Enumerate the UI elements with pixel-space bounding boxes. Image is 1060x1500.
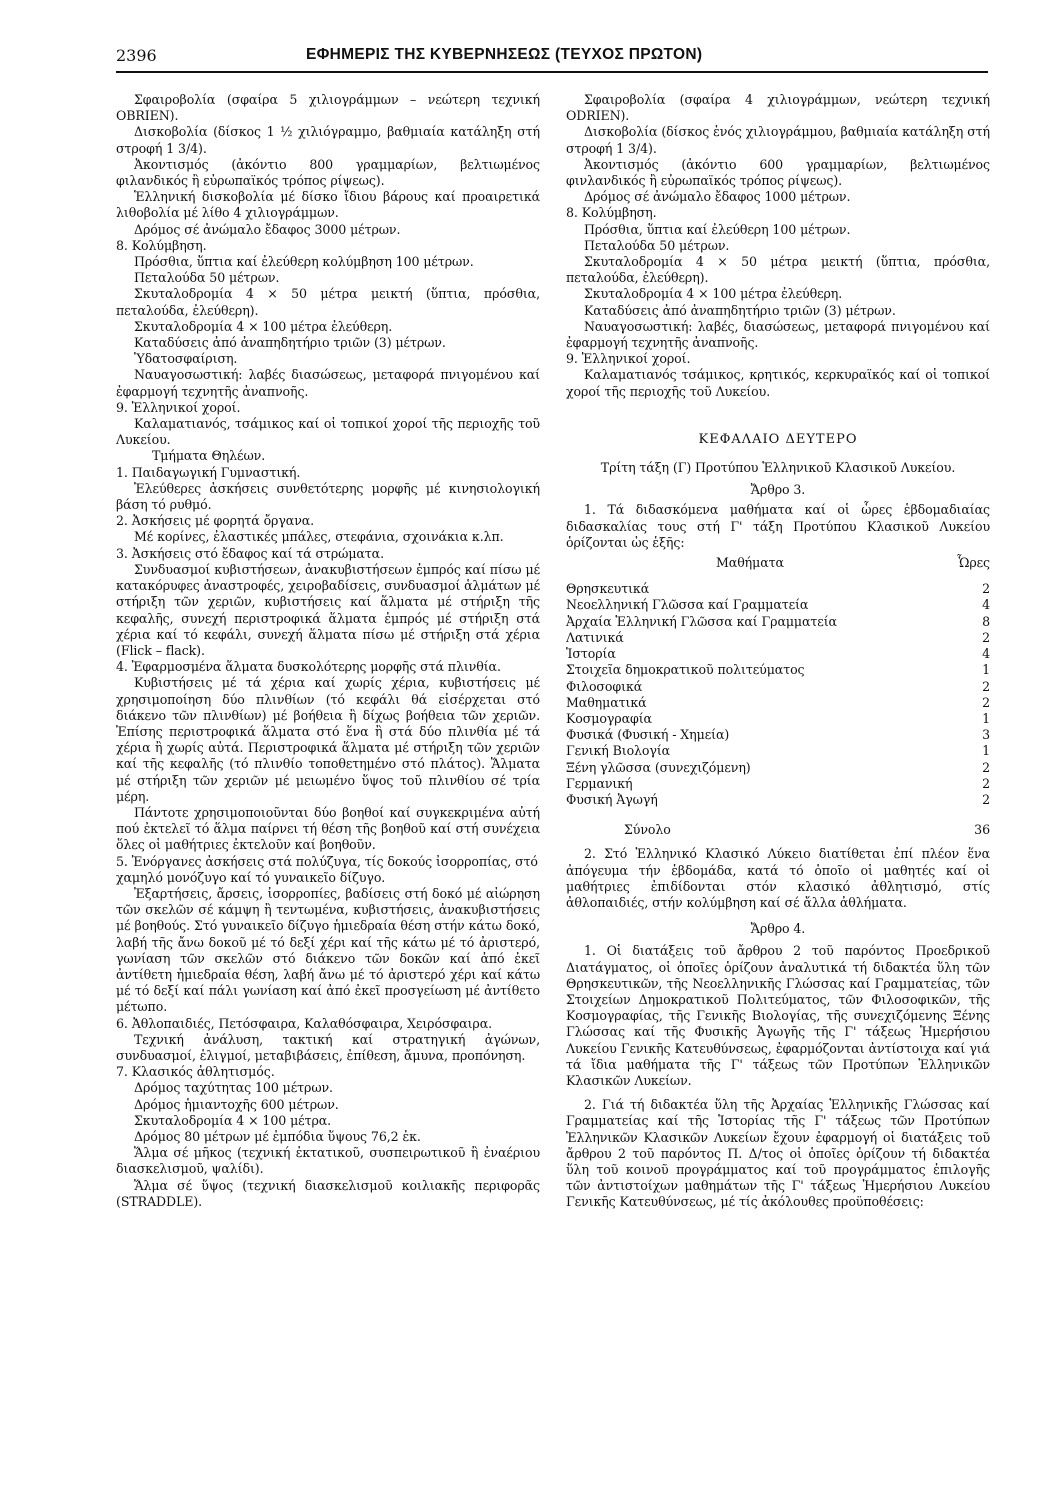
hours-cell: 2 — [982, 581, 990, 597]
paragraph: Συνδυασμοί κυβιστήσεων, ἀνακυβιστήσεων ἐμπρός καί πίσω μέ κατακόρυφες ἀναστροφές, χειροβαδίσεις, συνδυασμοί ἁλμάτων μέ στήριξη τῶν χεριῶν, κυβιστήσεις καί ἅλματα μέ στήριξη τῆς κεφαλῆς, συνεχή περιστροφικά ἅλματα ἐμπρός μέ στήριξη στά χέρια καί τό κεφάλι, συνεχή ἅλματα πίσω μέ στήριξη στά χέρια (Flick – flack). — [116, 561, 540, 658]
paragraph: Ὑδατοσφαίριση. — [134, 351, 238, 367]
hours-cell: 4 — [982, 646, 990, 662]
paragraph: Ἑλληνική δισκοβολία μέ δίσκο ἴδιου βάρους καί προαιρετικά λιθοβολία μέ λίθο 4 χιλιογράμμων. — [116, 189, 540, 221]
paragraph: Σκυταλοδρομία 4 × 100 μέτρα ἐλεύθερη. — [584, 286, 843, 302]
hours-cell: 2 — [982, 694, 990, 710]
table-row — [566, 662, 990, 678]
paragraph: Πεταλούδα 50 μέτρων. — [584, 237, 730, 253]
paragraph: 2. Γιά τή διδακτέα ὕλη τῆς Ἀρχαίας Ἑλληνικῆς Γλώσσας καί Γραμματείας καί τῆς Ἱστορίας τῆς Γ' τάξεως τῶν Προτύπων Ἑλληνικῶν Κλασικῶν Λυκείων ἔχουν ἐφαρμογή οἱ διατάξεις τοῦ ἄρθρου 2 τοῦ παρόντος Π. Δ/τος οἱ ὁποῖες ὁρίζουν τή διδακτέα ὕλη τοῦ κοινοῦ προγράμματος καί τοῦ προγράμματος ἐπιλογῆς τῶν ἀντιστοίχων μαθημάτων τῆς Γ' τάξεως Ἡμερήσιου Λυκείου Γενικῆς Κατευθύνσεως, μέ τίς ἀκόλουθες προϋποθέσεις: — [566, 1097, 990, 1210]
paragraph: Καταδύσεις ἀπό ἀναπηδητήριο τριῶν (3) μέτρων. — [134, 335, 446, 351]
paragraph: Σκυταλοδρομία 4 × 50 μέτρα μεικτή (ὕπτια, πρόσθια, πεταλούδα, ἐλεύθερη). — [566, 254, 990, 286]
paragraph: Ἐξαρτήσεις, ἄρσεις, ἰσορροπίες, βαδίσεις στή δοκό μέ αἰώρηση τῶν σκελῶν σέ κάμψη ἢ τεντωμένα, κυβιστήσεις, ἀνακυβιστήσεις μέ βοηθούς. Στό γυναικεῖο δίζυγο ἡμιεδραία θέση στήν κάτω δοκό, λαβή τῆς ἄνω δοκοῦ μέ τό δεξί χέρι καί τῆς κάτω μέ τό ἀριστερό, γωνίαση τῶν σκελῶν στό διάκενο τῶν δοκῶν καί ἀπό ἐκεῖ ἀντίθετη ἡμιεδραία θέση, λαβή ἄνω μέ τό ἀριστερό χέρι καί κάτω μέ τό δεξί καί πάλι γωνίαση καί ἀπό ἐκεῖ προσγείωση μέ ἀντίθετο μέτωπο. — [116, 885, 540, 1015]
subject-cell: Ξένη γλῶσσα (συνεχιζόμενη) — [566, 759, 751, 775]
table-row — [566, 679, 990, 695]
table-row — [566, 743, 990, 759]
article-heading: Ἄρθρο 3. — [750, 482, 806, 498]
paragraph: Ἐλεύθερες ἀσκήσεις συνθετότερης μορφῆς μέ κινησιολογική βάση τό ρυθμό. — [116, 480, 540, 513]
section-heading: 9. Ἑλληνικοί χοροί. — [566, 351, 691, 367]
page-number: 2396 — [116, 46, 157, 65]
total-value: 36 — [974, 822, 990, 838]
hours-cell: 2 — [982, 775, 990, 791]
paragraph: Καλαματιανός, τσάμικος καί οἱ τοπικοί χοροί τῆς περιοχῆς τοῦ Λυκείου. — [116, 416, 540, 448]
hours-cell: 8 — [982, 613, 990, 629]
section-heading: 2. Ἀσκήσεις μέ φορητά ὄργανα. — [116, 513, 315, 529]
paragraph: Δρόμος σέ ἀνώμαλο ἔδαφος 1000 μέτρων. — [584, 189, 851, 205]
paragraph: 2. Στό Ἑλληνικό Κλασικό Λύκειο διατίθεται ἐπί πλέον ἕνα ἀπόγευμα τήν ἑβδομάδα, κατά τό ὁποῖο οἱ μαθητές καί οἱ μαθήτριες ἐπιδίδονται στόν κλασικό ἀθλητισμό, στίς ἀθλοπαιδιές, στήν κολύμβηση καί σέ ἄλλα ἀθλήματα. — [566, 846, 990, 910]
subject-cell: Θρησκευτικά — [566, 581, 650, 597]
paragraph: Καλαματιανός τσάμικος, κρητικός, κερκυραϊκός καί οἱ τοπικοί χοροί τῆς περιοχῆς τοῦ Λυκείου. — [566, 367, 990, 399]
table-row — [566, 646, 990, 662]
paragraph: Ἀκοντισμός (ἀκόντιο 600 γραμμαρίων, βελτιωμένος φινλανδικός ἢ εὐρωπαϊκός τρόπος ρίψεως). — [566, 156, 990, 189]
paragraph: Πεταλούδα 50 μέτρων. — [134, 270, 280, 286]
table-row — [566, 776, 990, 792]
paragraph: 1. Οἱ διατάξεις τοῦ ἄρθρου 2 τοῦ παρόντος Προεδρικοῦ Διατάγματος, οἱ ὁποῖες ὁρίζουν ἀναλυτικά τή διδακτέα ὕλη τῶν Θρησκευτικῶν, τῆς Νεοελληνικῆς Γλώσσας καί Γραμματείας, τῶν Στοιχείων Δημοκρατικοῦ Πολιτεύματος, τῶν Φιλοσοφικῶν, τῆς Κοσμογραφίας, τῆς Γενικῆς Βιολογίας, τῆς συνεχιζόμενης Ξένης Γλώσσας καί τῆς Φυσικῆς Ἀγωγῆς τῆς Γ' τάξεως Ἡμερήσιου Λυκείου Γενικῆς Κατευθύνσεως, ἐφαρμόζονται ἀντίστοιχα καί γιά τά ἴδια μαθήματα τῆς Γ' τάξεως τῶν Προτύπων Ἑλληνικῶν Κλασικῶν Λυκείων. — [566, 943, 990, 1088]
subject-cell: Λατινικά — [566, 629, 624, 645]
hours-cell: 2 — [982, 759, 990, 775]
section-heading: 7. Κλασικός ἀθλητισμός. — [116, 1064, 275, 1080]
chapter-title: ΚΕΦΑΛΑΙΟ ΔΕΥΤΕΡΟ — [698, 431, 858, 447]
paragraph: Δρόμος σέ ἀνώμαλο ἔδαφος 3000 μέτρων. — [134, 221, 401, 237]
paragraph: Ἀκοντισμός (ἀκόντιο 800 γραμμαρίων, βελτιωμένος φιλανδικός ἢ εὐρωπαϊκός τρόπος ρίψεως). — [116, 156, 540, 189]
paragraph: Σκυταλοδρομία 4 × 50 μέτρα μεικτή (ὕπτια, πρόσθια, πεταλούδα, ἐλεύθερη). — [116, 286, 540, 318]
hours-table — [566, 555, 990, 846]
paragraph: Σφαιροβολία (σφαίρα 5 χιλιογράμμων – νεώτερη τεχνική OBRIEN). — [116, 92, 540, 124]
paragraph: Τεχνική ἀνάλυση, τακτική καί στρατηγική ἀγώνων, συνδυασμοί, ἑλιγμοί, μεταβιβάσεις, ἐπίθεση, ἄμυνα, προπόνηση. — [116, 1031, 540, 1063]
paragraph: Πρόσθια, ὕπτια καί ἐλεύθερη 100 μέτρων. — [584, 221, 851, 237]
spacer — [566, 400, 990, 432]
table-row — [566, 614, 990, 630]
hours-cell: 2 — [982, 678, 990, 694]
article-heading: Ἄρθρο 4. — [750, 921, 806, 937]
total-label: Σύνολο — [624, 822, 671, 838]
table-total-row — [566, 808, 990, 846]
paragraph: Ἅλμα σέ μῆκος (τεχνική ἐκτατικοῦ, συσπειρωτικοῦ ἢ ἐναέριου διασκελισμοῦ, ψαλίδι). — [116, 1145, 540, 1177]
page-header — [116, 46, 988, 72]
subject-cell: Φιλοσοφικά — [566, 678, 643, 694]
section-heading: 8. Κολύμβηση. — [116, 237, 207, 253]
hours-cell: 3 — [982, 727, 990, 743]
section-heading: 5. Ἐνόργανες ἀσκήσεις στά πολύζυγα, τίς δοκούς ἰσορροπίας, στό χαμηλό μονόζυγο καί τό γυναικεῖο δίζυγο. — [116, 853, 538, 885]
subject-cell: Στοιχεῖα δημοκρατικοῦ πολιτεύματος — [566, 662, 805, 678]
hours-cell: 1 — [982, 743, 990, 759]
paragraph: Ἅλμα σέ ὕψος (τεχνική διασκελισμοῦ κοιλιακῆς περιφορᾶς (STRADDLE). — [116, 1177, 540, 1209]
section-heading: 8. Κολύμβηση. — [566, 205, 657, 221]
subject-cell: Φυσικά (Φυσική - Χημεία) — [566, 727, 730, 743]
left-column — [116, 92, 540, 1210]
subject-cell: Ἀρχαία Ἑλληνική Γλῶσσα καί Γραμματεία — [566, 613, 837, 629]
gazette-title: ΕΦΗΜΕΡΙΣ ΤΗΣ ΚΥΒΕΡΝΗΣΕΩΣ (ΤΕΥΧΟΣ ΠΡΩΤΟΝ) — [306, 46, 703, 63]
table-row — [566, 581, 990, 597]
paragraph: Ναυαγοσωστική: λαβές, διασώσεως, μεταφορά πνιγομένου καί ἐφαρμογή τεχνητῆς ἀναπνοῆς. — [566, 318, 990, 351]
paragraph: Ναυαγοσωστική: λαβές διασώσεως, μεταφορά πνιγομένου καί ἐφαρμογή τεχνητῆς ἀναπνοῆς. — [116, 367, 540, 399]
table-row — [566, 630, 990, 646]
paragraph: Πάντοτε χρησιμοποιοῦνται δύο βοηθοί καί συγκεκριμένα αὐτή πού ἐκτελεῖ τό ἅλμα παίρνει τή θέση τῆς βοηθοῦ καί στή συνέχεια ὅλες οἱ μαθήτριες ἐκτελοῦν καί βοηθοῦν. — [116, 804, 540, 853]
subject-cell: Γερμανική — [566, 775, 633, 791]
paragraph: 1. Τά διδασκόμενα μαθήματα καί οἱ ὧρες ἑβδομαδιαίας διδασκαλίας τους στή Γ' τάξη Προτύπου Κλασικοῦ Λυκείου ὁρίζονται ὡς ἑξῆς: — [566, 502, 990, 550]
subject-cell: Νεοελληνική Γλῶσσα καί Γραμματεία — [566, 597, 809, 613]
spacer — [566, 911, 990, 921]
section-heading: 6. Ἀθλοπαιδιές, Πετόσφαιρα, Καλαθόσφαιρα, Χειρόσφαιρα. — [116, 1015, 493, 1031]
subject-cell: Κοσμογραφία — [566, 710, 652, 726]
header-rule — [116, 71, 988, 73]
column-header-hours: Ὧρες — [957, 555, 990, 571]
paragraph: Δρόμος ἡμιαντοχῆς 600 μέτρων. — [134, 1096, 339, 1112]
hours-cell: 2 — [982, 791, 990, 807]
paragraph: Σφαιροβολία (σφαίρα 4 χιλιογράμμων, νεώτερη τεχνική ODRIEN). — [566, 92, 990, 124]
subheading: Τμήματα Θηλέων. — [152, 448, 266, 464]
table-row — [566, 727, 990, 743]
hours-cell: 1 — [982, 710, 990, 726]
subject-cell: Φυσική Ἀγωγή — [566, 791, 658, 807]
subject-cell: Ἱστορία — [566, 646, 616, 662]
spacer — [566, 448, 990, 460]
paragraph: Πρόσθια, ὕπτια καί ἐλεύθερη κολύμβηση 100 μέτρων. — [134, 254, 474, 270]
right-column — [566, 92, 990, 1211]
paragraph: Δρόμος 80 μέτρων μέ ἐμπόδια ὕψους 76,2 ἑκ. — [134, 1129, 421, 1144]
table-row — [566, 792, 990, 808]
section-heading: 3. Ἀσκήσεις στό ἔδαφος καί τά στρώματα. — [116, 545, 384, 561]
paragraph: Σκυταλοδρομία 4 × 100 μέτρα. — [134, 1112, 332, 1128]
paragraph: Δισκοβολία (δίσκος 1 ½ χιλιόγραμμο, βαθμιαία κατάληξη στή στροφή 1 3/4). — [116, 124, 540, 156]
table-row — [566, 760, 990, 776]
paragraph: Μέ κορίνες, ἐλαστικές μπάλες, στεφάνια, σχοινάκια κ.λπ. — [134, 529, 504, 545]
paragraph: Δισκοβολία (δίσκος ἑνός χιλιογράμμου, βαθμιαία κατάληξη στή στροφή 1 3/4). — [566, 124, 990, 156]
table-row — [566, 695, 990, 711]
subject-cell: Μαθηματικά — [566, 694, 647, 710]
spacer — [566, 1089, 990, 1097]
column-header-subject: Μαθήματα — [716, 555, 784, 571]
paragraph: Δρόμος ταχύτητας 100 μέτρων. — [134, 1080, 333, 1096]
table-row — [566, 711, 990, 727]
table-header-row — [566, 555, 990, 581]
section-heading: 4. Ἐφαρμοσμένα ἅλματα δυσκολότερης μορφῆς στά πλινθία. — [116, 659, 501, 675]
paragraph: Σκυταλοδρομία 4 × 100 μέτρα ἐλεύθερη. — [134, 318, 393, 334]
section-heading: 1. Παιδαγωγική Γυμναστική. — [116, 464, 301, 480]
hours-cell: 4 — [982, 597, 990, 613]
hours-cell: 2 — [982, 629, 990, 645]
chapter-subtitle: Τρίτη τάξη (Γ) Προτύπου Ἑλληνικοῦ Κλασικοῦ Λυκείου. — [600, 460, 956, 476]
table-row — [566, 597, 990, 613]
paragraph: Καταδύσεις ἀπό ἀναπηδητήριο τριῶν (3) μέτρων. — [584, 302, 896, 318]
hours-cell: 1 — [982, 662, 990, 678]
section-heading: 9. Ἑλληνικοί χοροί. — [116, 399, 241, 415]
subject-cell: Γενική Βιολογία — [566, 743, 671, 759]
paragraph: Κυβιστήσεις μέ τά χέρια καί χωρίς χέρια, κυβιστήσεις μέ χρησιμοποίηση δύο πλινθίων (τό κεφάλι θά εἰσέρχεται στό διάκενο τῶν πλινθίων) μέ βοήθεια ἢ δίχως βοήθεια τῶν χεριῶν. Ἐπίσης περιστροφικά ἅλματα στό ἕνα ἢ στά δύο πλινθία μέ τά χέρια ἢ χωρίς αὐτά. Περιστροφικά ἅλματα μέ στήριξη τῶν χεριῶν καί τῆς κεφαλῆς (τό πλινθίο τοποθετημένο στό πλάτος). Ἅλματα μέ στήριξη τῶν χεριῶν μέ μειωμένο ὕψος τοῦ πλινθίου σέ τρία μέρη. — [116, 675, 540, 804]
